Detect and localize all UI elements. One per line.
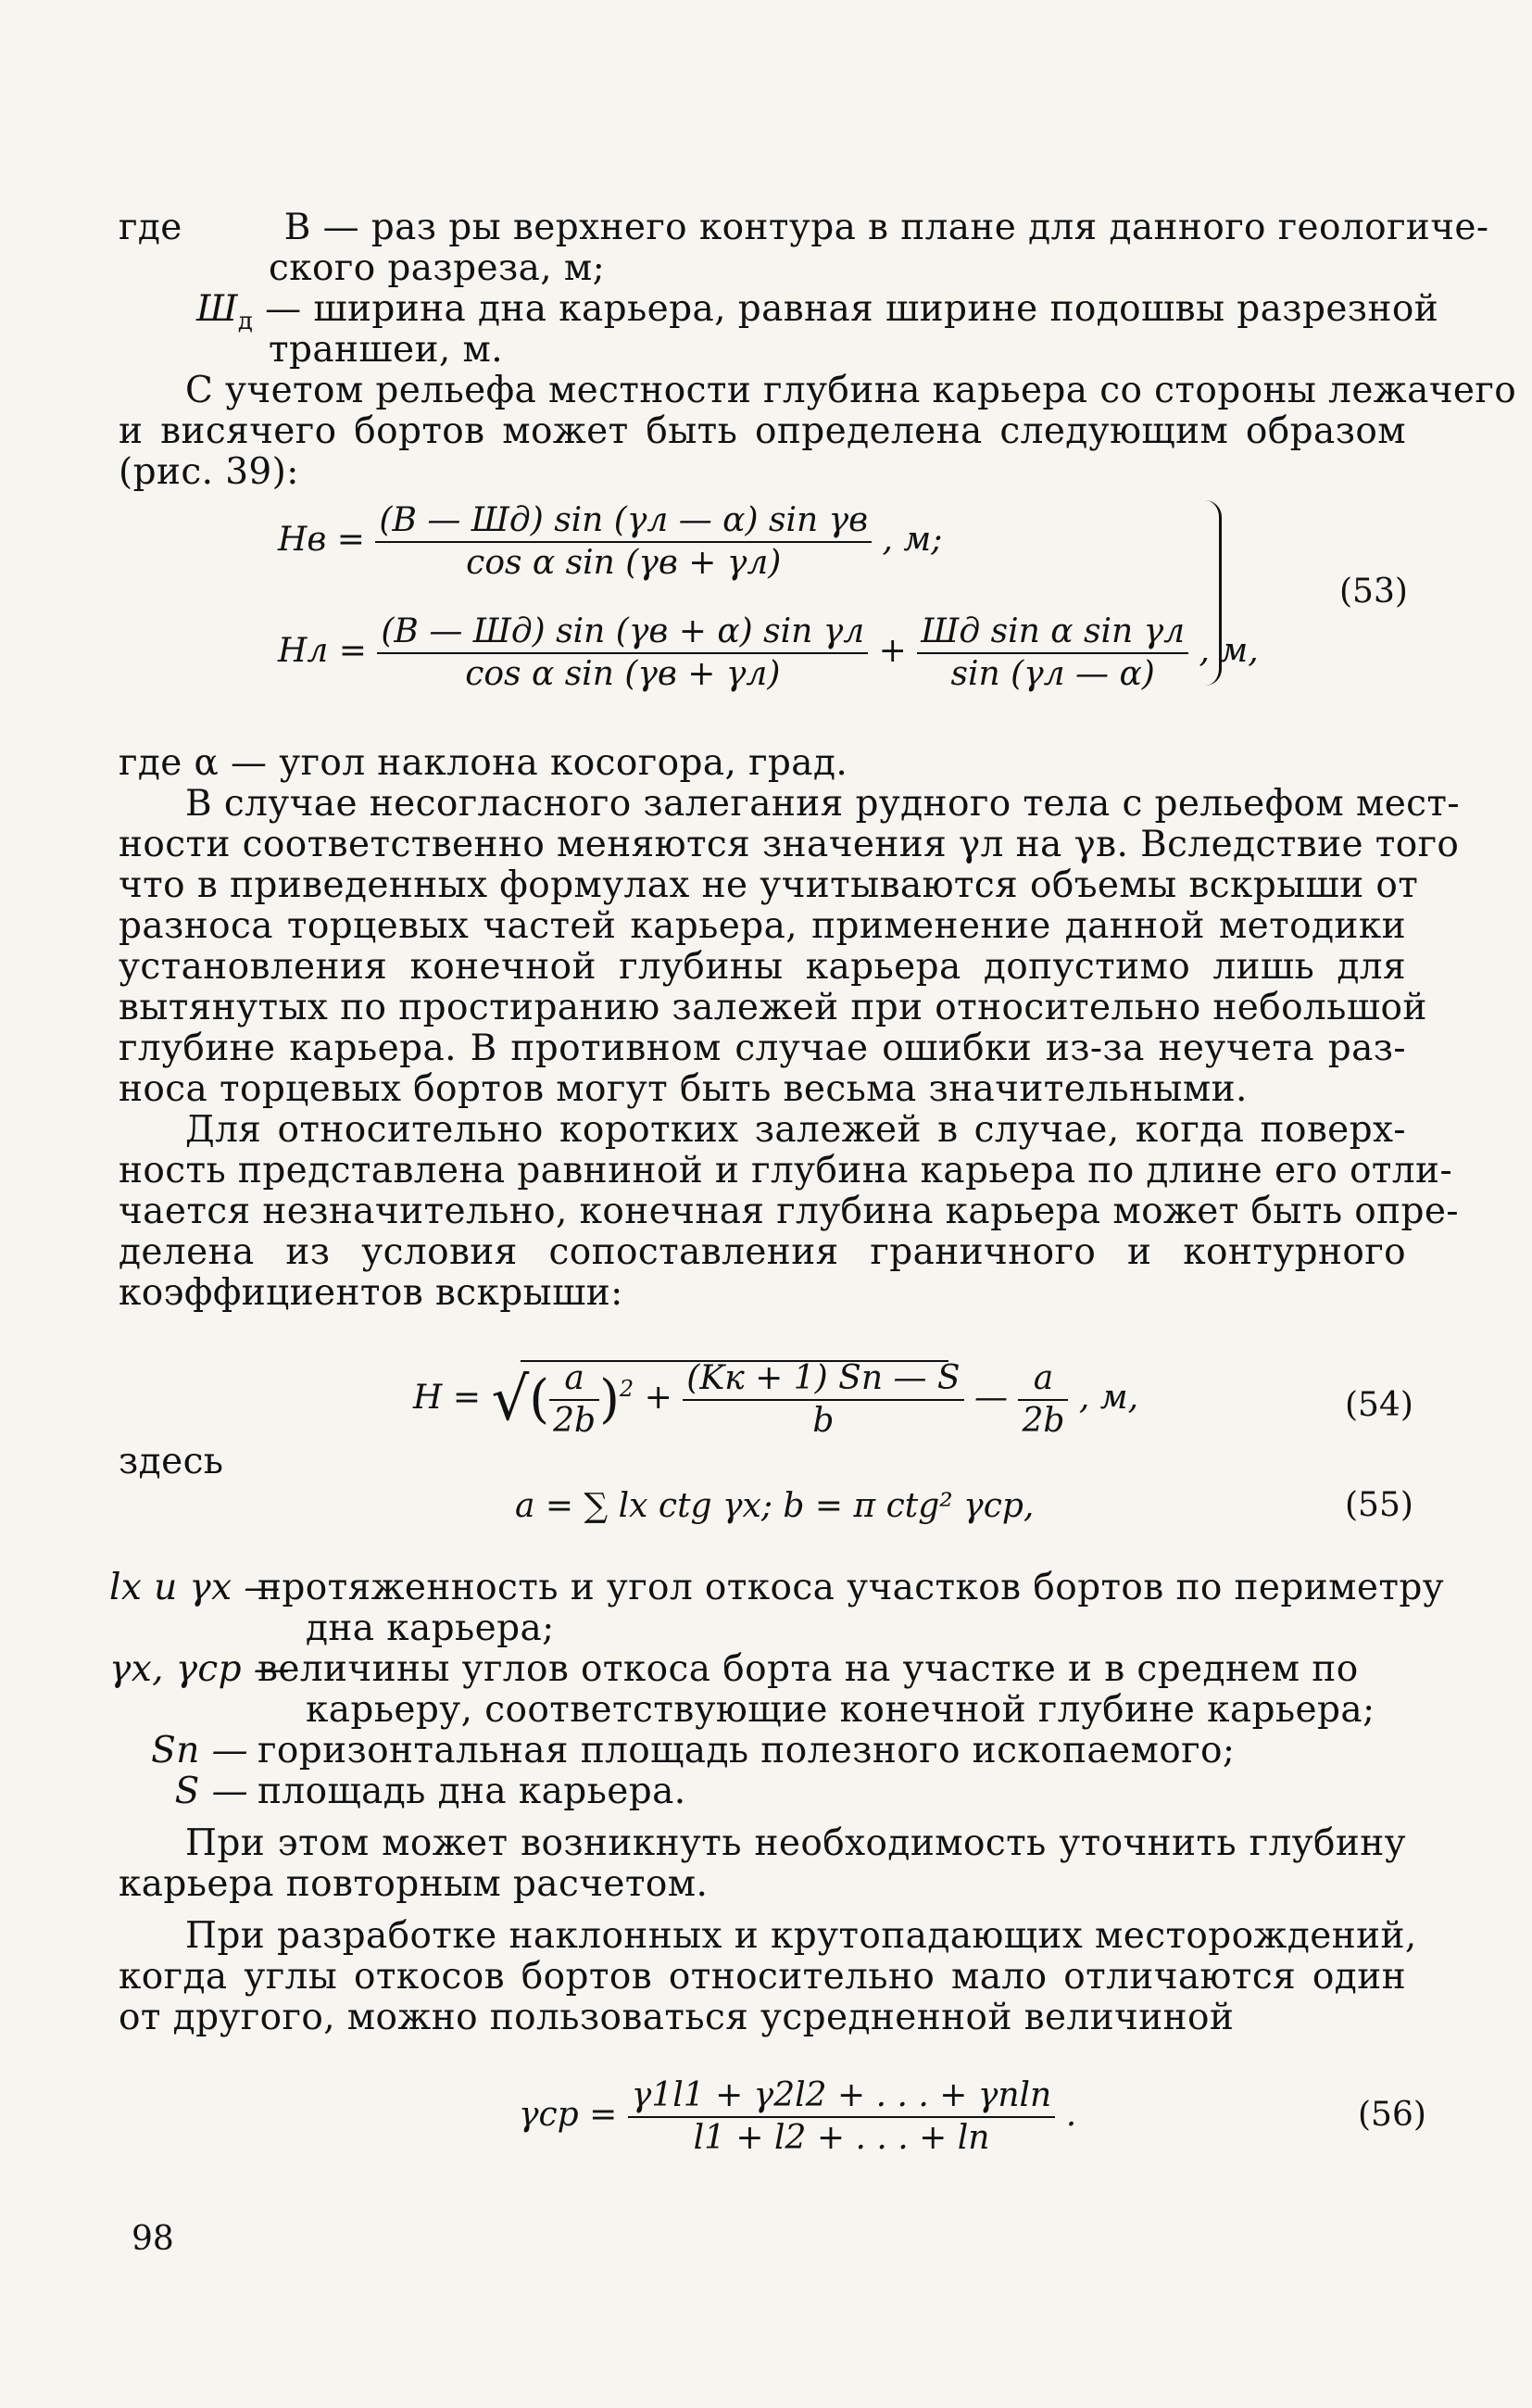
- hl-fraction-2: [917, 611, 1188, 695]
- eq54-numerator: (Kк + 1) Sп — S: [683, 1358, 963, 1401]
- eq54-a-over-2b-2: [1018, 1358, 1068, 1442]
- text-line: носа торцевых бортов могут быть весьма значительными.: [119, 1068, 1248, 1110]
- text-line: установления конечной глубины карьера допустимо лишь для: [119, 946, 1406, 988]
- definition-gx: [109, 1647, 1397, 1692]
- eq54-minus: —: [974, 1379, 1009, 1417]
- def-s-text: площадь дна карьера.: [257, 1771, 686, 1812]
- hl-fraction-1: [377, 611, 868, 695]
- text-line: и висячего бортов может быть определена следующим образом: [119, 410, 1406, 452]
- equation-55-number: (55): [1345, 1486, 1413, 1524]
- right-paren: ): [599, 1369, 620, 1430]
- hl-lhs: Hл =: [278, 632, 367, 670]
- def-gx-symbol: γx, γср —: [109, 1648, 291, 1690]
- text-line: когда углы откосов бортов относительно мало отличаются один: [119, 1956, 1406, 1998]
- equation-54: [413, 1358, 1138, 1442]
- eq54-a-over-2b-1: [549, 1358, 599, 1442]
- hl-numerator-1: (B — Шд) sin (γв + α) sin γл: [377, 611, 868, 654]
- text-line: разноса торцевых частей карьера, применение данной методики: [119, 905, 1406, 947]
- eq54-denominator: b: [812, 1402, 835, 1440]
- text-line: чается незначительно, конечная глубина карьера может быть опре-: [119, 1191, 1459, 1232]
- eq54-2b2: 2b: [1022, 1402, 1065, 1440]
- definition-b: [119, 206, 1489, 250]
- text-line: ского разреза, м;: [269, 247, 606, 289]
- hv-fraction: [375, 500, 872, 584]
- eq56-denominator: l1 + l2 + . . . + ln: [693, 2119, 990, 2157]
- definition-shd-text: — ширина дна карьера, равная ширине подошвы разрезной: [253, 288, 1439, 330]
- def-sp-text: горизонтальная площадь полезного ископаемого;: [257, 1730, 1236, 1771]
- sqrt-bar: [521, 1360, 948, 1362]
- equation-brace: [1197, 500, 1222, 686]
- text-line: карьера повторным расчетом.: [119, 1863, 709, 1905]
- text-line: здесь: [119, 1441, 224, 1482]
- hv-lhs: Hв =: [278, 521, 365, 559]
- eq54-plus: +: [644, 1379, 672, 1417]
- definition-lx: [109, 1566, 1445, 1610]
- text-line: вытянутых по простиранию залежей при относительно небольшой: [119, 987, 1427, 1028]
- eq54-fraction: [683, 1358, 963, 1442]
- text-line: ности соответственно меняются значения γл на γв. Вследствие того: [119, 824, 1460, 865]
- def-sp-symbol: Sп —: [151, 1730, 248, 1771]
- definition-b-text: B — раз ры верхнего контура в плане для данного геологиче-: [283, 207, 1489, 248]
- hv-unit: , м;: [882, 521, 943, 559]
- eq54-2b1: 2b: [553, 1402, 596, 1440]
- text-line: дна карьера;: [306, 1607, 555, 1649]
- left-paren: (: [529, 1369, 550, 1430]
- hl-denominator-2: sin (γл — α): [950, 655, 1155, 693]
- def-s-symbol: S —: [174, 1771, 248, 1812]
- text-line: С учетом рельефа местности глубина карьера со стороны лежачего: [185, 370, 1517, 411]
- shd-symbol: Ш: [196, 288, 238, 330]
- eq54-a1: a: [549, 1358, 599, 1401]
- eq56-numerator: γ1l1 + γ2l2 + . . . + γnln: [628, 2075, 1055, 2118]
- eq56-fraction: [628, 2075, 1055, 2159]
- text-line: глубине карьера. В противном случае ошибки из-за неучета раз-: [119, 1027, 1406, 1069]
- eq56-lhs: γср =: [519, 2096, 618, 2134]
- hv-denominator: cos α sin (γв + γл): [466, 544, 782, 582]
- text-line: При этом может возникнуть необходимость уточнить глубину: [185, 1822, 1406, 1864]
- eq54-a2: a: [1018, 1358, 1068, 1401]
- shd-subscript: д: [237, 307, 254, 335]
- hl-plus: +: [878, 632, 907, 670]
- hl-numerator-2: Шд sin α sin γл: [917, 611, 1188, 654]
- def-gx-text: величины углов откоса борта на участке и в среднем по: [257, 1648, 1359, 1690]
- equation-53-number: (53): [1339, 573, 1408, 611]
- text-line: (рис. 39):: [119, 451, 299, 493]
- text-line: делена из условия сопоставления граничного и контурного: [119, 1231, 1406, 1273]
- definition-s: [109, 1770, 1397, 1814]
- eq54-power: 2: [619, 1376, 634, 1402]
- hl-denominator-1: cos α sin (γв + γл): [465, 655, 781, 693]
- eq54-lhs: H =: [413, 1379, 482, 1417]
- equation-53-hl: [278, 611, 1259, 695]
- equation-53-hv: [278, 500, 942, 584]
- text-line: ность представлена равниной и глубина карьера по длине его отли-: [119, 1150, 1453, 1191]
- text-line: карьеру, соответствующие конечной глубине карьера;: [306, 1689, 1375, 1731]
- where-word: где: [119, 207, 182, 248]
- equation-56-number: (56): [1358, 2096, 1426, 2134]
- text-line: где α — угол наклона косогора, град.: [119, 742, 848, 784]
- eq54-unit: , м,: [1078, 1379, 1139, 1417]
- text-line: коэффициентов вскрыши:: [119, 1272, 623, 1314]
- def-lx-symbol: lx и γx —: [109, 1567, 281, 1608]
- hl-unit: , м,: [1199, 632, 1259, 670]
- page-number: 98: [132, 2220, 174, 2258]
- sqrt-sign: √: [491, 1366, 530, 1434]
- text-line: что в приведенных формулах не учитываются объемы вскрыши от: [119, 864, 1419, 906]
- eq56-dot: .: [1065, 2096, 1077, 2134]
- def-lx-text: протяженность и угол откоса участков бортов по периметру: [257, 1567, 1445, 1608]
- definition-sp: [109, 1729, 1397, 1773]
- text-line: от другого, можно пользоваться усредненной величиной: [119, 1997, 1235, 2038]
- text-line: траншеи, м.: [269, 329, 504, 371]
- text-line: В случае несогласного залегания рудного тела с рельефом мест-: [185, 783, 1460, 825]
- equation-55: a = ∑ lx ctg γx; b = π ctg² γср,: [515, 1487, 1035, 1525]
- text-line: При разработке наклонных и крутопадающих месторождений,: [185, 1915, 1417, 1957]
- equation-54-number: (54): [1345, 1386, 1413, 1424]
- text-line: Для относительно коротких залежей в случае, когда поверх-: [185, 1109, 1406, 1151]
- hv-numerator: (B — Шд) sin (γл — α) sin γв: [375, 500, 872, 543]
- equation-56: [519, 2075, 1076, 2159]
